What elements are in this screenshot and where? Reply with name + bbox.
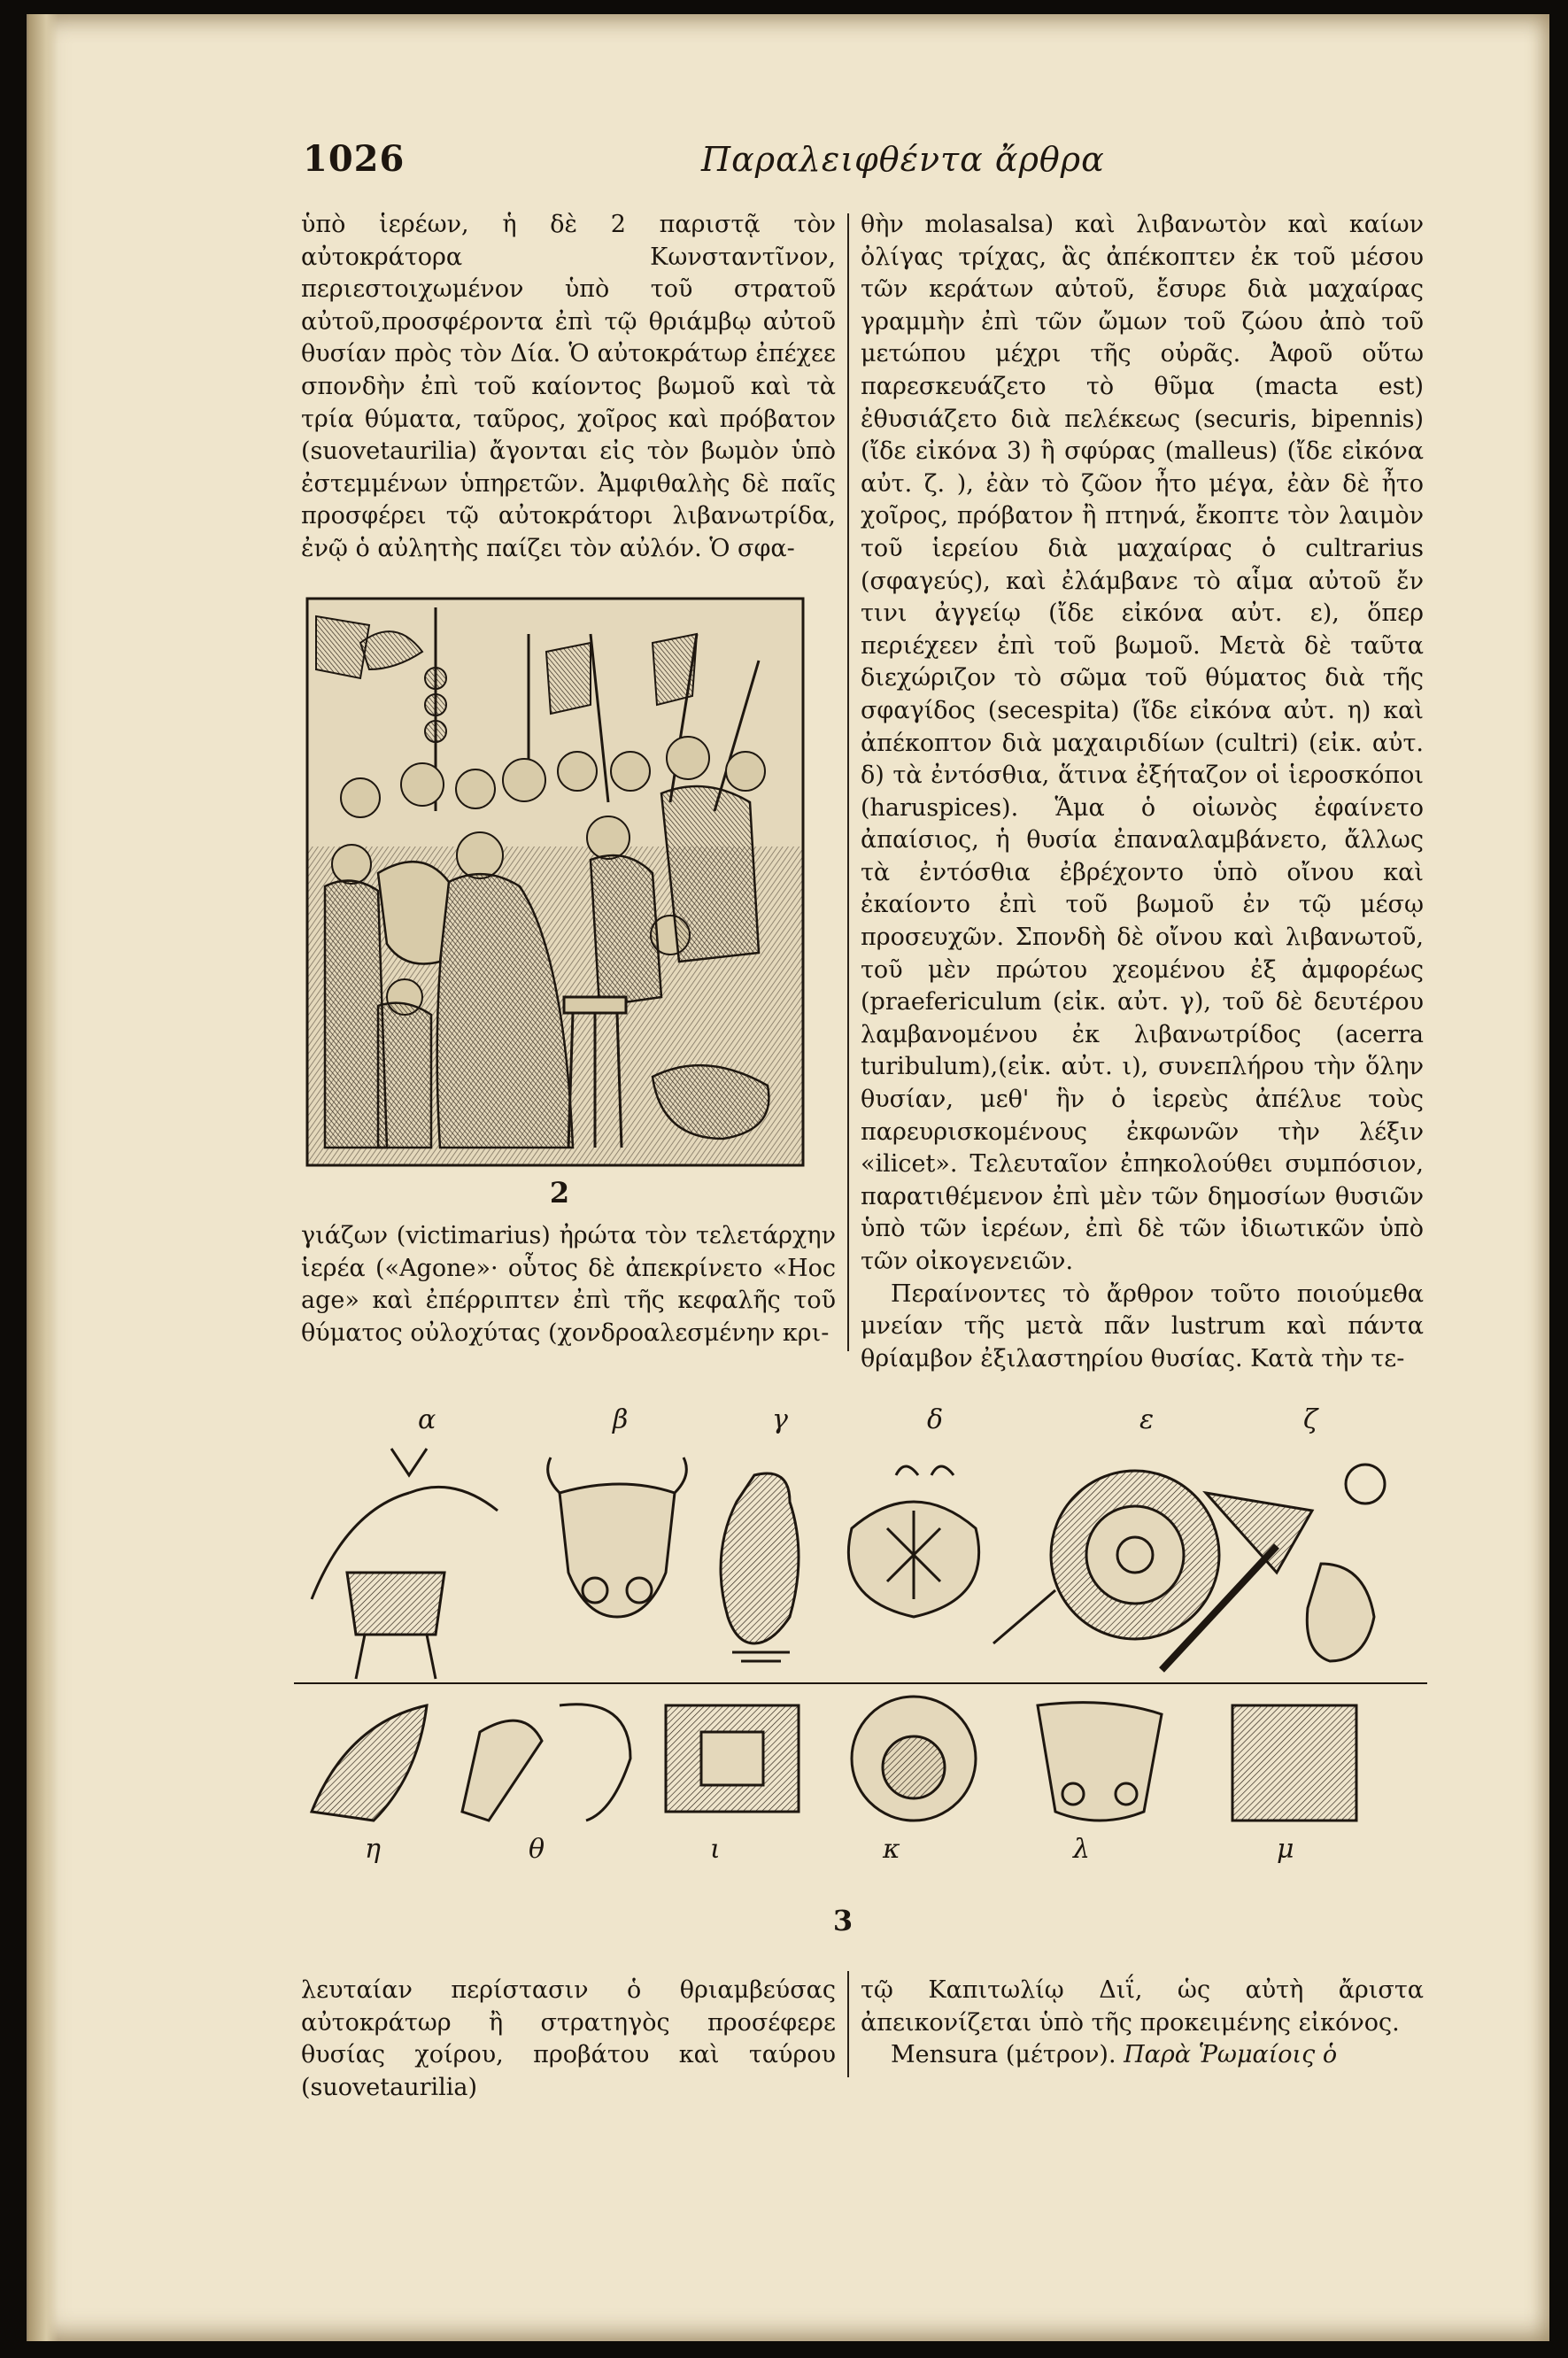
page-header: [303, 138, 1480, 191]
entry-gloss: (μέτρον).: [1005, 2041, 1116, 2069]
page-spine-shadow: [28, 14, 58, 2341]
figure-2-sacrifice-relief: [298, 581, 812, 1174]
column-rule-top: [847, 213, 849, 1351]
paragraph: ὑπὸ ἱερέων, ἡ δὲ 2 παριστᾷ τὸν αὐτοκράτορα Κωνσταντῖνον, περιεστοιχωμένον ὑπὸ τοῦ στρατοῦ αὐτοῦ,προσφέροντα ἐπὶ τῷ θριάμβῳ αὐτοῦ θυσίαν πρὸς τὸν Δία. Ὁ αὐτοκράτωρ ἐπέχεε σπονδὴν ἐπὶ τοῦ καίοντος βωμοῦ καὶ τὰ τρία θύματα, ταῦρος, χοῖρος καὶ πρόβατον (suovetaurilia) ἄγονται εἰς τὸν βωμὸν ὑπὸ ἐστεμμένων ὑπηρετῶν. Ἀμφιθαλὴς δὲ παῖς προσφέρει τῷ αὐτοκράτορι λιβανωτρίδα, ἐνῷ ὁ αὐλητὴς παίζει τὸν αὐλόν. Ὁ σφα-: [301, 211, 836, 562]
figure-3-sacrificial-implements: [294, 1404, 1427, 1891]
fig3-label: β: [613, 1404, 629, 1435]
fig3-label: λ: [1073, 1834, 1091, 1865]
paragraph: Περαίνοντες τὸ ἄρθρον τοῦτο ποιούμεθα μνείαν τῆς μετὰ πᾶν lustrum καὶ πάντα θρίαμβον ἐξιλαστηρίου θυσίας. Κατὰ τὴν τε-: [861, 1280, 1424, 1372]
figure-3-caption: 3: [832, 1904, 854, 1937]
column-right-top: [861, 209, 1424, 1375]
fig3-label: δ: [927, 1404, 944, 1435]
paragraph: γιάζων (victimarius) ἠρώτα τὸν τελετάρχην ἱερέα («Agone»· οὗτος δὲ ἀπεκρίνετο «Hoc age» καὶ ἐπέρριπτεν ἐπὶ τῆς κεφαλῆς τοῦ θύματος οὐλοχύτας (χονδροαλεσμένην κρι-: [301, 1222, 836, 1347]
entry-term: Mensura: [891, 2041, 999, 2069]
paragraph-mensura: [861, 2039, 1424, 2072]
fig3-label: μ: [1277, 1834, 1294, 1865]
page-number: 1026: [303, 138, 406, 180]
entry-text: Παρὰ Ῥωμαίοις ὁ: [1124, 2041, 1338, 2069]
figure-2-caption: 2: [549, 1176, 570, 1210]
column-left-middle: [301, 1220, 836, 1349]
fig3-label: η: [365, 1834, 381, 1865]
paragraph: λευταίαν περίστασιν ὁ θριαμβεύσας αὐτοκράτωρ ἢ στρατηγὸς προσέφερε θυσίας χοίρου, προβάτου καὶ ταύρου (suovetaurilia): [301, 1976, 836, 2101]
fig3-label: γ: [772, 1404, 788, 1435]
fig3-label: α: [418, 1404, 436, 1435]
column-left-top: [301, 209, 836, 566]
column-rule-bottom: [847, 1971, 849, 2077]
fig3-label: κ: [883, 1834, 900, 1865]
column-right-bottom: [861, 1975, 1424, 2072]
fig3-label: ζ: [1303, 1404, 1318, 1435]
fig3-label: θ: [529, 1834, 545, 1865]
book-page: [27, 14, 1549, 2341]
fig3-drawing: [294, 1440, 1427, 1829]
column-left-bottom: [301, 1975, 836, 2104]
fig3-label: ι: [710, 1834, 721, 1865]
paragraph: τῷ Καπιτωλίῳ Διΐ, ὡς αὐτὴ ἄριστα ἀπεικονίζεται ὑπὸ τῆς προκειμένης εἰκόνος.: [861, 1976, 1424, 2037]
paragraph: θὴν molasalsa) καὶ λιβανωτὸν καὶ καίων ὀλίγας τρίχας, ἃς ἀπέκοπτεν ἐκ τοῦ μέσου τῶν κεράτων αὐτοῦ, ἔσυρε διὰ μαχαίρας γραμμὴν ἐπὶ τῶν ὤμων τοῦ ζώου ἀπὸ τοῦ μετώπου μέχρι τῆς οὐρᾶς. Ἀφοῦ οὕτω παρεσκευάζετο τὸ θῦμα (macta est) ἐθυσιάζετο διὰ πελέκεως (securis, bipennis) (ἴδε εἰκόνα 3) ἢ σφύρας (malleus) (ἴδε εἰκόνα αὐτ. ζ. ), ἐὰν τὸ ζῶον ἦτο μέγα, ἐὰν δὲ ἦτο χοῖρος, πρόβατον ἢ πτηνά, ἔκοπτε τὸν λαιμὸν τοῦ ἱερείου διὰ μαχαίρας ὁ cultrarius (σφαγεύς), καὶ ἐλάμβανε τὸ αἷμα αὐτοῦ ἔν τινι ἀγγείῳ (ἴδε εἰκόνα αὐτ. ε), ὅπερ περιέχεεν ἐπὶ τοῦ βωμοῦ. Μετὰ δὲ ταῦτα διεχώριζον τὸ σῶμα τοῦ θύματος διὰ τῆς σφαγίδος (secespita) (ἴδε εἰκόνα αὐτ. η) καὶ ἀπέκοπτον διὰ μαχαιριδίων (cultri) (εἰκ. αὐτ. δ) τὰ ἐντόσθια, ἅτινα ἐξήταζον οἱ ἱεροσκόποι (haruspices). Ἅμα ὁ οἰωνὸς ἐφαίνετο ἀπαίσιος, ἡ θυσία ἐπαναλαμβάνετο, ἄλλως τὰ ἐντόσθια ἐβρέχοντο ὑπὸ οἴνου καὶ ἐκαίοντο ἐπὶ τοῦ βωμοῦ ἐν τῷ μέσῳ προσευχῶν. Σπονδὴ δὲ οἴνου καὶ λιβανωτοῦ, τοῦ μὲν πρώτου χεομένου ἐξ ἀμφορέως (praefericulum (εἰκ. αὐτ. γ), τοῦ δὲ δευτέρου λαμβανομένου ἐκ λιβανωτρίδος (acerra turibulum),(εἰκ. αὐτ. ι), συνεπλήρου τὴν ὅλην θυσίαν, μεθ' ἣν ὁ ἱερεὺς ἀπέλυε τοὺς παρευρισκομένους ἐκφωνῶν τὴν λέξιν «ilicet». Τελευταῖον ἐπηκολούθει συμπόσιον, παρατιθέμενον ἐπὶ μὲν τῶν δημοσίων θυσιῶν ὑπὸ τῶν ἱερέων, ἐπὶ δὲ τῶν ἰδιωτικῶν ὑπὸ τῶν οἰκογενειῶν.: [861, 211, 1424, 1275]
running-head: Παραλειφθέντα ἄρθρα: [701, 140, 1105, 179]
fig3-label: ε: [1139, 1404, 1155, 1435]
